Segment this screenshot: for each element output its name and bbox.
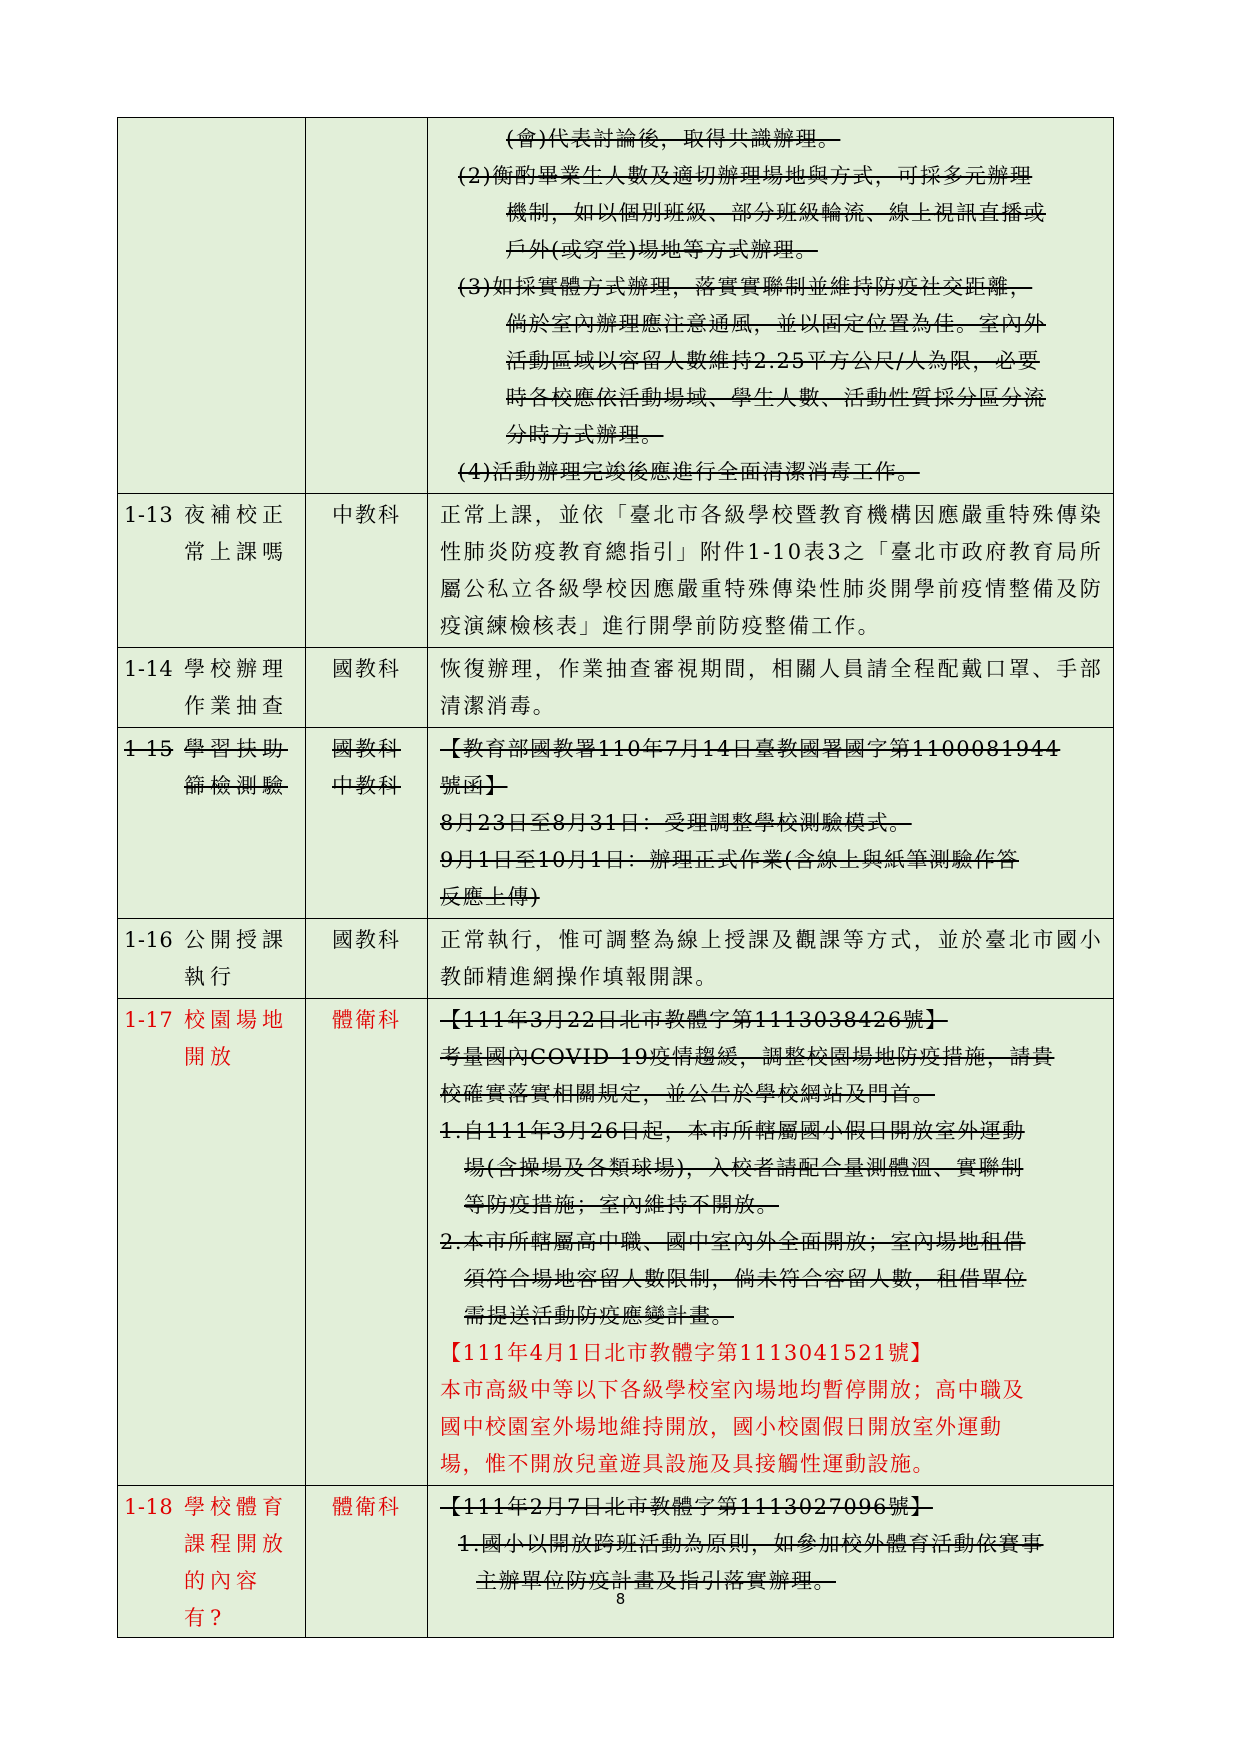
content-cell [428, 118, 1114, 494]
item-cell [118, 648, 306, 728]
item-title-line: 公開授課 [184, 928, 288, 952]
content-line: 倘於室內辦理應注意通風，並以固定位置為佳。室內外 [506, 312, 1046, 336]
item-number: 1-18 [124, 1495, 174, 1519]
content-line: 場，惟不開放兒童遊具設施及具接觸性運動設施。 [440, 1452, 935, 1476]
item-title-line: 校園場地 [184, 1008, 288, 1032]
dept-name: 國教科 [332, 737, 401, 761]
item-title [184, 1002, 297, 1076]
dept-cell [306, 118, 428, 494]
item-title [184, 497, 297, 571]
item-label [118, 494, 305, 571]
item-label [118, 1486, 305, 1637]
item-title [184, 922, 297, 996]
table-row [118, 919, 1114, 999]
content-line: 8月23日至8月31日：受理調整學校測驗模式。 [440, 811, 912, 835]
item-number: 1-14 [124, 657, 174, 681]
item-title [184, 651, 297, 725]
content-line: (2)衡酌畢業生人數及適切辦理場地與方式，可採多元辦理 [458, 164, 1033, 188]
content-line: 本市高級中等以下各級學校室內場地均暫停開放；高中職及 [440, 1378, 1025, 1402]
item-title-line: 夜補校正 [184, 503, 288, 527]
item-cell [118, 919, 306, 999]
content-line: 場(含操場及各類球場)，入校者請配合量測體溫、實聯制 [464, 1156, 1024, 1180]
content-line: (4)活動辦理完竣後應進行全面清潔消毒工作。 [458, 460, 920, 484]
content-line: 1.國小以開放跨班活動為原則，如參加校外體育活動依賽事 [458, 1532, 1044, 1556]
content-line: (會)代表討論後，取得共識辦理。 [506, 127, 841, 151]
item-title-line: 學習扶助 [184, 737, 288, 761]
item-title-line: 執行 [184, 965, 236, 989]
item-cell [118, 728, 306, 919]
content-line: 【111年3月22日北市教體字第1113038426號】 [440, 1008, 948, 1032]
content-cell [428, 999, 1114, 1486]
content-line: 國中校園室外場地維持開放，國小校園假日開放室外運動 [440, 1415, 1003, 1439]
table-row [118, 728, 1114, 919]
content-line: 機制，如以個別班級、部分班級輪流、線上視訊直播或 [506, 201, 1046, 225]
item-number: 1-15 [124, 737, 174, 761]
content-line: 1.自111年3月26日起，本市所轄屬國小假日開放室外運動 [440, 1119, 1025, 1143]
table-row [118, 494, 1114, 648]
content-line: 【教育部國教署110年7月14日臺教國署國字第1100081944 [440, 737, 1061, 761]
content-line: 考量國內COVID-19疫情趨緩，調整校園場地防疫措施，請貴 [440, 1045, 1055, 1069]
dept-name: 體衛科 [332, 1495, 401, 1519]
content-line: 等防疫措施；室內維持不開放。 [464, 1193, 779, 1217]
content-line: 主辦單位防疫計畫及指引落實辦理。 [476, 1569, 836, 1593]
dept-name: 中教科 [332, 774, 401, 798]
item-label [118, 728, 305, 805]
item-label [118, 648, 305, 725]
dept-name: 中教科 [332, 503, 401, 527]
content-line: 校確實落實相關規定，並公告於學校網站及門首。 [440, 1082, 935, 1106]
content-cell [428, 1486, 1114, 1638]
item-title-line: 學校辦理 [184, 657, 288, 681]
content-line: 活動區域以容留人數維持2.25平方公尺/人為限，必要 [506, 349, 1040, 373]
dept-cell [306, 1486, 428, 1638]
table-row [118, 1486, 1114, 1638]
table-row [118, 118, 1114, 494]
content-line: 號函】 [440, 774, 508, 798]
item-title-line: 作業抽查 [184, 694, 288, 718]
item-cell [118, 999, 306, 1486]
item-number: 1-16 [124, 928, 174, 952]
content-line: 分時方式辦理。 [506, 423, 664, 447]
dept-cell [306, 999, 428, 1486]
content-cell [428, 728, 1114, 919]
content-paragraph: 正常執行，惟可調整為線上授課及觀課等方式，並於臺北市國小教師精進網操作填報開課。 [440, 928, 1103, 989]
content-line: 2.本市所轄屬高中職、國中室內外全面開放；室內場地租借 [440, 1230, 1026, 1254]
content-line: 【111年4月1日北市教體字第1113041521號】 [440, 1341, 933, 1365]
dept-name: 國教科 [332, 657, 401, 681]
content-paragraph: 正常上課，並依「臺北市各級學校暨教育機構因應嚴重特殊傳染性肺炎防疫教育總指引」附件1-10表3之「臺北市政府教育局所屬公私立各級學校因應嚴重特殊傳染性肺炎開學前疫情整備及防疫演練檢核表」進行開學前防疫整備工作。 [440, 503, 1103, 638]
item-number: 1-17 [124, 1008, 174, 1032]
item-cell [118, 494, 306, 648]
content-line: (3)如採實體方式辦理，落實實聯制並維持防疫社交距離， [458, 275, 1033, 299]
page-number: 8 [615, 1590, 626, 1608]
item-title-line: 學校體育 [184, 1495, 288, 1519]
dept-cell [306, 728, 428, 919]
content-line: 須符合場地容留人數限制，倘未符合容留人數，租借單位 [464, 1267, 1027, 1291]
table-row [118, 648, 1114, 728]
dept-name: 國教科 [332, 928, 401, 952]
item-title-line: 常上課嗎 [184, 540, 288, 564]
dept-cell [306, 919, 428, 999]
content-cell [428, 919, 1114, 999]
item-label [118, 919, 305, 996]
content-line: 反應上傳) [440, 885, 540, 909]
content-line: 需提送活動防疫應變計畫。 [464, 1304, 734, 1328]
item-title-line: 課程開放 [184, 1532, 288, 1556]
dept-cell [306, 648, 428, 728]
item-number: 1-13 [124, 503, 174, 527]
item-title [184, 731, 297, 805]
table-row [118, 999, 1114, 1486]
item-title-line: 篩檢測驗 [184, 774, 288, 798]
item-title-line: 的內容有? [184, 1569, 262, 1630]
item-cell [118, 1486, 306, 1638]
content-line: 戶外(或穿堂)場地等方式辦理。 [506, 238, 818, 262]
dept-cell [306, 494, 428, 648]
content-line: 9月1日至10月1日：辦理正式作業(含線上與紙筆測驗作答 [440, 848, 1019, 872]
item-title-line: 開放 [184, 1045, 236, 1069]
item-title [184, 1489, 297, 1637]
covid-measures-table [117, 117, 1114, 1638]
content-line: 時各校應依活動場域、學生人數、活動性質採分區分流 [506, 386, 1046, 410]
content-paragraph: 恢復辦理，作業抽查審視期間，相關人員請全程配戴口罩、手部清潔消毒。 [440, 657, 1103, 718]
content-cell [428, 648, 1114, 728]
content-line: 【111年2月7日北市教體字第1113027096號】 [440, 1495, 933, 1519]
table-body [118, 118, 1114, 1638]
item-label [118, 999, 305, 1076]
dept-name: 體衛科 [332, 1008, 401, 1032]
content-cell [428, 494, 1114, 648]
item-cell [118, 118, 306, 494]
